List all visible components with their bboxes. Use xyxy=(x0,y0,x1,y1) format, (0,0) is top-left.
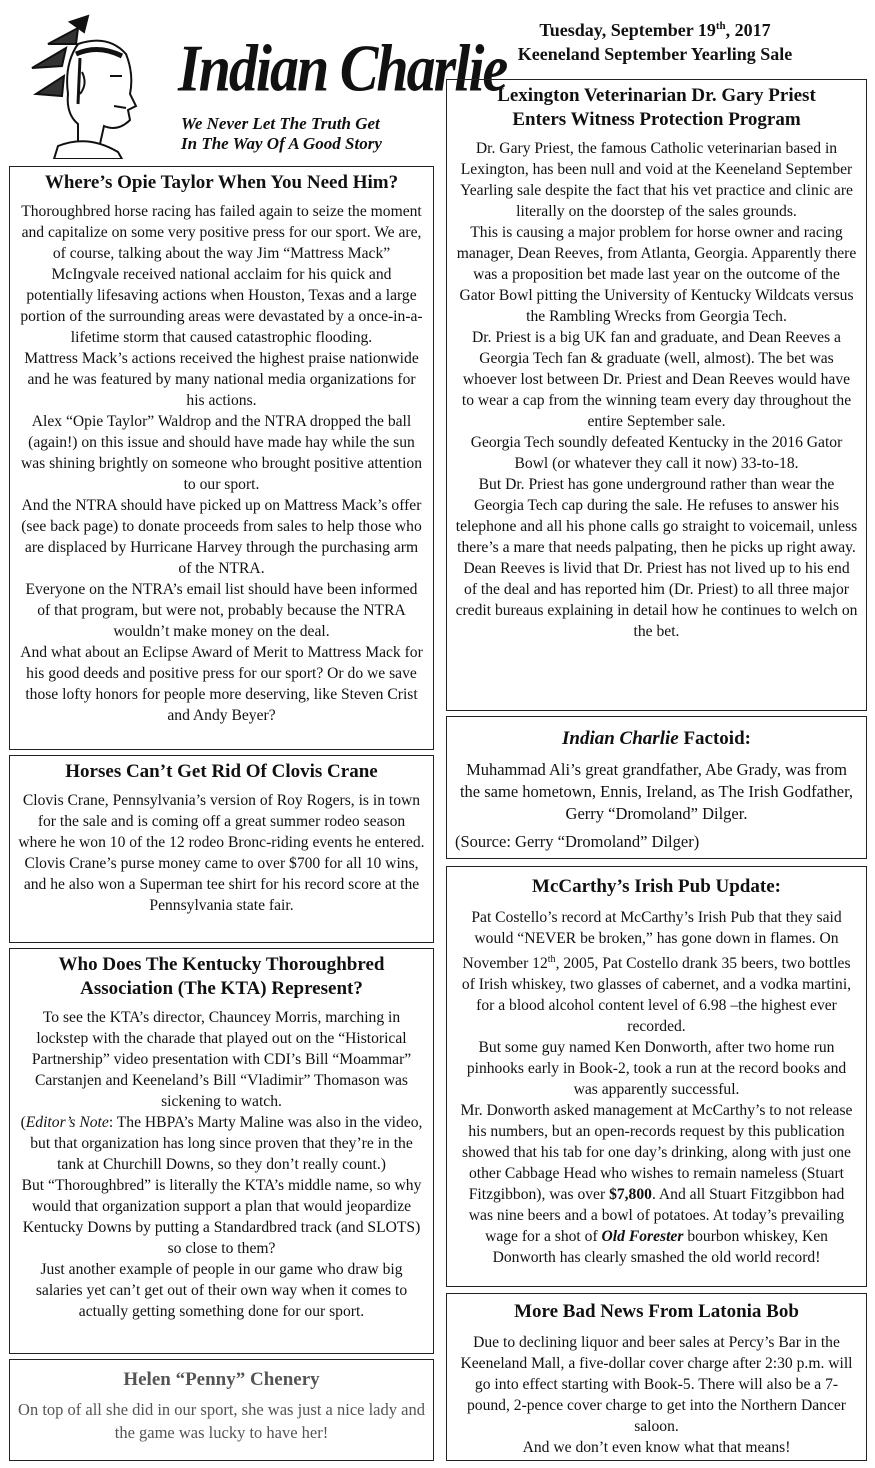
paragraph: And we don’t even know what that means! xyxy=(522,1439,791,1456)
article-latonia-bob xyxy=(446,1293,867,1461)
paragraph: To see the KTA’s director, Chauncey Morris, marching in lockstep with the charade that played out on the “Historical Partnership” video presentation with CDI’s Bill “Moammar” Carstanjen and Keeneland’s Bill “Vladimir” Thomason was sickening to watch. xyxy=(31,1009,412,1110)
masthead xyxy=(18,14,507,159)
title-line-1: Who Does The Kentucky Thoroughbred xyxy=(58,954,385,975)
paragraph: Pat Costello’s record at McCarthy’s Irish Pub that they said would “NEVER be broken,” has gone down in flames. On November 12th, 2005, Pat Costello drank 35 beers, two bottles of Irish whiskey, two glasses of cabernet, and a vodka martini, for a blood alcohol content level of 6.98 –the highest ever recorded. xyxy=(461,909,852,1036)
paragraph: Everyone on the NTRA’s email list should have been informed of that program, but were not, probably because the NTRA wouldn’t make money on the deal. xyxy=(25,581,418,640)
paragraph: Mr. Donworth asked management at McCarthy’s to not release his numbers, but an open-records request by this publication showed that his tab for one day’s drinking, along with just one other Cabbage Head who wishes to remain nameless (Stuart Fitzgibbon), was over $7,800. And all Stuart Fitzgibbon had was nine beers and a bowl of potatoes. At today’s prevailing wage for a shot of Old Forester bourbon whiskey, Ken Donworth has clearly smashed the old world record! xyxy=(460,1102,853,1267)
article-body xyxy=(18,790,425,916)
article-title: More Bad News From Latonia Bob xyxy=(514,1301,799,1322)
article-mccarthys-pub xyxy=(446,866,867,1287)
article-title: Indian Charlie Factoid: xyxy=(562,728,751,749)
paragraph: Georgia Tech soundly defeated Kentucky in the 2016 Gator Bowl (or whatever they call it now) 33-to-18. xyxy=(470,434,843,472)
article-title: Where’s Opie Taylor When You Need Him? xyxy=(44,172,399,193)
masthead-title: Indian Charlie xyxy=(178,30,507,106)
paragraph: But Dr. Priest has gone underground rather than wear the Georgia Tech cap during the sale. He refuses to answer his telephone and all his phone calls go straight to voicemail, unless there’s a mare that needs palpating, then he picks up right away. xyxy=(455,476,858,556)
paragraph: And the NTRA should have picked up on Mattress Mack’s offer (see back page) to donate proceeds from sales to help those who are displaced by Hurricane Harvey through the purchasing arm of the NTRA. xyxy=(21,497,422,577)
paragraph: Just another example of people in our game who draw big salaries yet can’t get out of their own way when it comes to actually getting something done for our sport. xyxy=(35,1261,408,1320)
article-body xyxy=(18,201,425,726)
paragraph: This is causing a major problem for horse owner and racing manager, Dean Reeves, from Atlanta, Georgia. Apparently there was a proposition bet made last year on the outcome of the Gator Bowl pitting the University of Kentucky Wildcats versus the Rambling Wrecks from Georgia Tech. xyxy=(456,224,857,325)
article-body xyxy=(18,1007,425,1322)
article-penny-chenery xyxy=(9,1359,434,1461)
paragraph: Due to declining liquor and beer sales at Percy’s Bar in the Keeneland Mall, a five-dollar cover charge after 2:30 p.m. will go into effect starting with Book-5. There will also be a 7-pound, 2-pence cover charge to get into the Northern Dancer saloon. xyxy=(460,1334,853,1435)
masthead-tagline xyxy=(181,114,382,154)
paragraph: Alex “Opie Taylor” Waldrop and the NTRA dropped the ball (again!) on this issue and should have made hay while the sun was shining brightly on someone who brought positive attention to our sport. xyxy=(20,413,423,493)
paragraph: But some guy named Ken Donworth, after two home run pinhooks early in Book-2, took a run at the record books and was apparently successful. xyxy=(466,1039,847,1099)
article-title xyxy=(18,953,425,1001)
indian-chief-head-icon xyxy=(18,14,158,159)
paragraph: Muhammad Ali’s great grandfather, Abe Grady, was from the same hometown, Ennis, Ireland, as The Irish Godfather, Gerry “Dromoland” Dilger. xyxy=(459,760,854,823)
article-factoid xyxy=(446,716,867,859)
article-title xyxy=(455,84,858,132)
paragraph: Clovis Crane, Pennsylvania’s version of Roy Rogers, is in town for the sale and is coming off a great summer rodeo season where he won 10 of the 12 rodeo Bronc-riding events he entered. xyxy=(18,792,425,851)
source-line: (Source: Gerry “Dromoland” Dilger) xyxy=(455,832,700,851)
tagline-line-1: We Never Let The Truth Get xyxy=(181,114,380,133)
article-title: Horses Can’t Get Rid Of Clovis Crane xyxy=(65,761,378,782)
article-dr-priest xyxy=(446,79,867,711)
article-title: Helen “Penny” Chenery xyxy=(123,1369,320,1390)
article-clovis-crane xyxy=(9,755,434,943)
article-title: McCarthy’s Irish Pub Update: xyxy=(532,876,781,897)
paragraph: Dean Reeves is livid that Dr. Priest has not lived up to his end of the deal and has reported him (Dr. Priest) to all three major credit bureaus explaining in detail how he continues to welch on the bet. xyxy=(455,560,858,640)
title-line-1: Lexington Veterinarian Dr. Gary Priest xyxy=(497,85,816,106)
paragraph: Clovis Crane’s purse money came to over $700 for all 10 wins, and he also won a Superman tee shirt for his record score at the Pennsylvania state fair. xyxy=(23,855,420,914)
article-body xyxy=(455,907,858,1268)
article-body xyxy=(18,1398,425,1444)
paragraph: On top of all she did in our sport, she was just a nice lady and the game was lucky to have her! xyxy=(18,1400,425,1442)
paragraph: Mattress Mack’s actions received the highest praise nationwide and he was featured by many national media organizations for his actions. xyxy=(24,350,419,409)
title-line-2: Association (The KTA) Represent? xyxy=(80,978,363,999)
paragraph: Thoroughbred horse racing has failed again to seize the moment and capitalize on some very positive press for our sport. We are, of course, talking about the way Jim “Mattress Mack” McIngvale received national acclaim for his quick and potentially lifesaving actions when Houston, Texas and a large portion of the surrounding areas were devastated by a once-in-a-lifetime storm that caused catastrophic flooding. xyxy=(20,203,423,346)
paragraph: And what about an Eclipse Award of Merit to Mattress Mack for his good deeds and positive press for our sport? Or do we save those lofty honors for people more deserving, like Steven Crist and Andy Beyer? xyxy=(20,644,423,724)
paragraph: Dr. Gary Priest, the famous Catholic veterinarian based in Lexington, has been null and void at the Keeneland September Yearling sale despite the fact that his vet practice and clinic are literally on the doorstep of the sales grounds. xyxy=(460,140,853,220)
date-block xyxy=(446,14,864,66)
paragraph: But “Thoroughbred” is literally the KTA’s middle name, so why would that organization support a plan that would jeopardize Kentucky Downs by putting a Standardbred track (and SLOTS) so close to them? xyxy=(21,1177,422,1257)
paragraph: Dr. Priest is a big UK fan and graduate, and Dean Reeves a Georgia Tech fan & graduate (well, almost). The bet was whoever lost between Dr. Priest and Dean Reeves would have to wear a cap from the winning team every day throughout the entire September sale. xyxy=(461,329,852,430)
event-name: Keeneland September Yearling Sale xyxy=(517,44,793,64)
article-kta xyxy=(9,948,434,1354)
tagline-line-2: In The Way Of A Good Story xyxy=(181,134,382,153)
title-line-2: Enters Witness Protection Program xyxy=(512,109,801,130)
article-opie-taylor xyxy=(9,166,434,750)
article-body xyxy=(455,759,858,853)
article-body xyxy=(455,138,858,642)
issue-date: Tuesday, September 19th, 2017 xyxy=(539,20,771,40)
editors-note: (Editor’s Note: The HBPA’s Marty Maline was also in the video, but that organization has long since proven that they’re in the tank at Churchill Downs, so they don’t really count.) xyxy=(20,1114,423,1173)
article-body xyxy=(455,1332,858,1458)
